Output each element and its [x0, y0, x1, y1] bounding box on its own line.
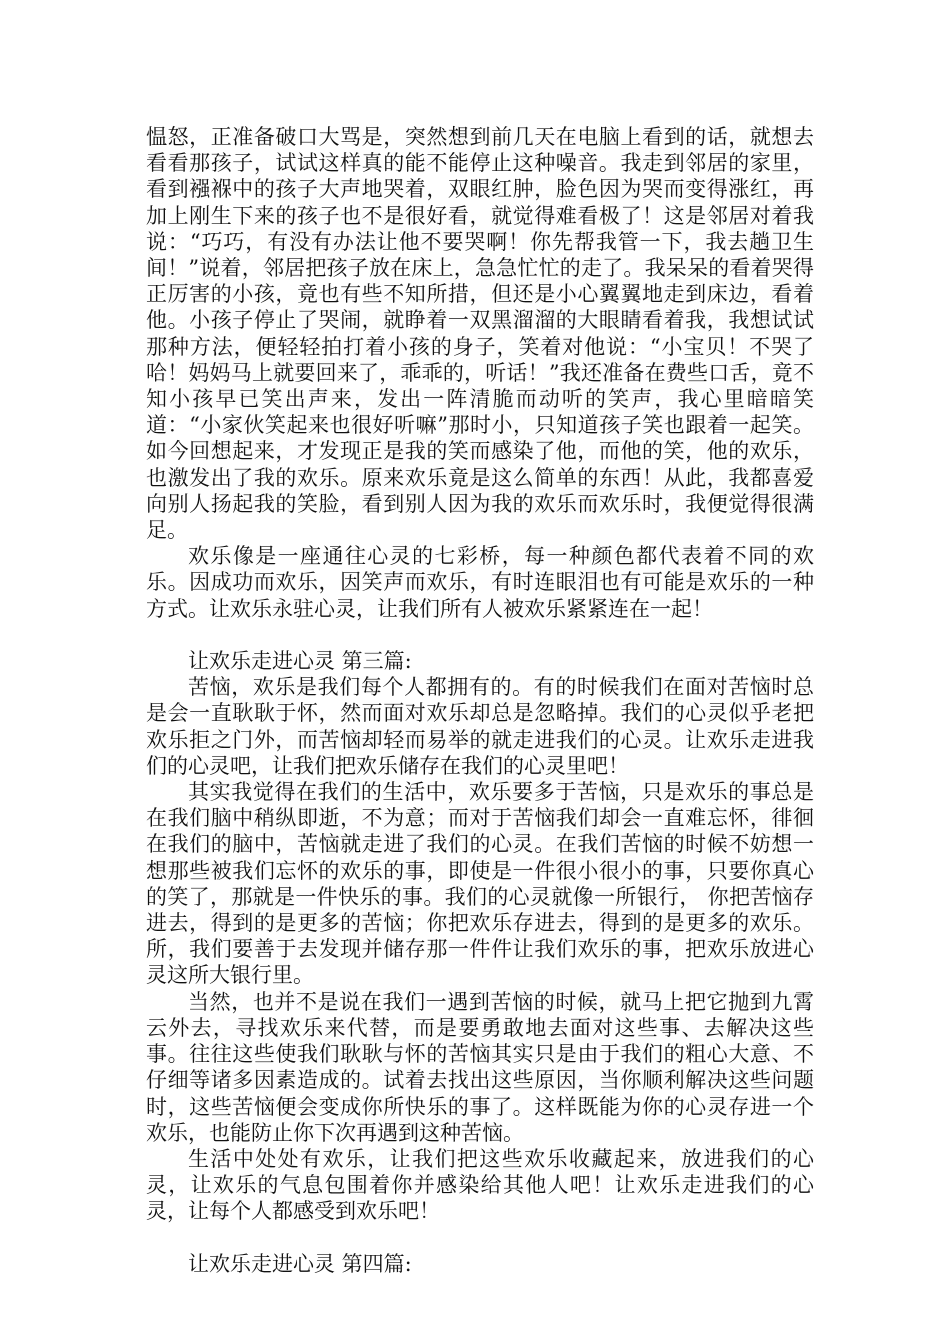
- paragraph-part3-intro: 苦恼，欢乐是我们每个人都拥有的。有的时候我们在面对苦恼时总是会一直耿耿于怀，然而面对欢乐却总是忽略掉。我们的心灵似乎老把欢乐拒之门外，而苦恼却轻而易举的就走进我们的心灵。让欢乐走进我们的心灵吧，让我们把欢乐储存在我们的心灵里吧！: [146, 675, 814, 778]
- paragraph-continued-story: 愠怒，正准备破口大骂是，突然想到前几天在电脑上看到的话，就想去看看那孩子，试试这样真的能不能停止这种噪音。我走到邻居的家里，看到襁褓中的孩子大声地哭着，双眼红肿，脸色因为哭而变得涨红，再加上刚生下来的孩子也不是很好看，就觉得难看极了！这是邻居对着我说：“巧巧，有没有办法让他不要哭啊！你先帮我管一下，我去趟卫生间！”说着，邻居把孩子放在床上，急急忙忙的走了。我呆呆的看着哭得正厉害的小孩，竟也有些不知所措，但还是小心翼翼地走到床边，看着他。小孩子停止了哭闹，就睁着一双黑溜溜的大眼睛看着我，我想试试那种方法，便轻轻拍打着小孩的身子，笑着对他说：“小宝贝！不哭了哈！妈妈马上就要回来了，乖乖的，听话！”我还准备在费些口舌，竟不知小孩早已笑出声来，发出一阵清脆而动听的笑声，我心里暗暗笑道：“小家伙笑起来也很好听嘛”那时小，只知道孩子笑也跟着一起笑。如今回想起来，才发现正是我的笑而感染了他，而他的笑，他的欢乐，也激发出了我的欢乐。原来欢乐竟是这么简单的东西！从此，我都喜爱向别人扬起我的笑脸，看到别人因为我的欢乐而欢乐时，我便觉得很满足。: [146, 125, 814, 543]
- paragraph-rainbow-bridge: 欢乐像是一座通往心灵的七彩桥，每一种颜色都代表着不同的欢乐。因成功而欢乐，因笑声而欢乐，有时连眼泪也有可能是欢乐的一种方式。让欢乐永驻心灵，让我们所有人被欢乐紧紧连在一起！: [146, 544, 814, 621]
- section-title-part-4: 让欢乐走进心灵 第四篇:: [188, 1251, 412, 1276]
- paragraph-part3-bank: 其实我觉得在我们的生活中，欢乐要多于苦恼，只是欢乐的事总是在我们脑中稍纵即逝，不为意；而对于苦恼我们却会一直难忘怀，徘徊在我们的脑中，苦恼就走进了我们的心灵。在我们苦恼的时候不妨想一想那些被我们忘怀的欢乐的事，即使是一件很小很小的事，只要你真心的笑了，那就是一件快乐的事。我们的心灵就像一所银行， 你把苦恼存进去，得到的是更多的苦恼；你把欢乐存进去，得到的是更多的欢乐。所，我们要善于去发现并储存那一件件让我们欢乐的事，把欢乐放进心灵这所大银行里。: [146, 780, 814, 988]
- blank-line: [146, 1225, 814, 1251]
- section-title-part-3: 让欢乐走进心灵 第三篇:: [188, 649, 412, 674]
- paragraph-part3-conclusion: 生活中处处有欢乐，让我们把这些欢乐收藏起来，放进我们的心灵，让欢乐的气息包围着你并感染给其他人吧！让欢乐走进我们的心灵，让每个人都感受到欢乐吧！: [146, 1146, 814, 1224]
- paragraph-part3-face-worries: 当然，也并不是说在我们一遇到苦恼的时候，就马上把它抛到九霄云外去，寻找欢乐来代替，而是要勇敢地去面对这些事、去解决这些事。往往这些使我们耿耿与怀的苦恼其实只是由于我们的粗心大意、不仔细等诸多因素造成的。试着去找出这些原因，当你顺利解决这些问题时，这些苦恼便会变成你所快乐的事了。这样既能为你的心灵存进一个欢乐，也能防止你下次再遇到这种苦恼。: [146, 989, 814, 1145]
- document-page: [146, 124, 814, 1277]
- blank-line: [146, 622, 814, 648]
